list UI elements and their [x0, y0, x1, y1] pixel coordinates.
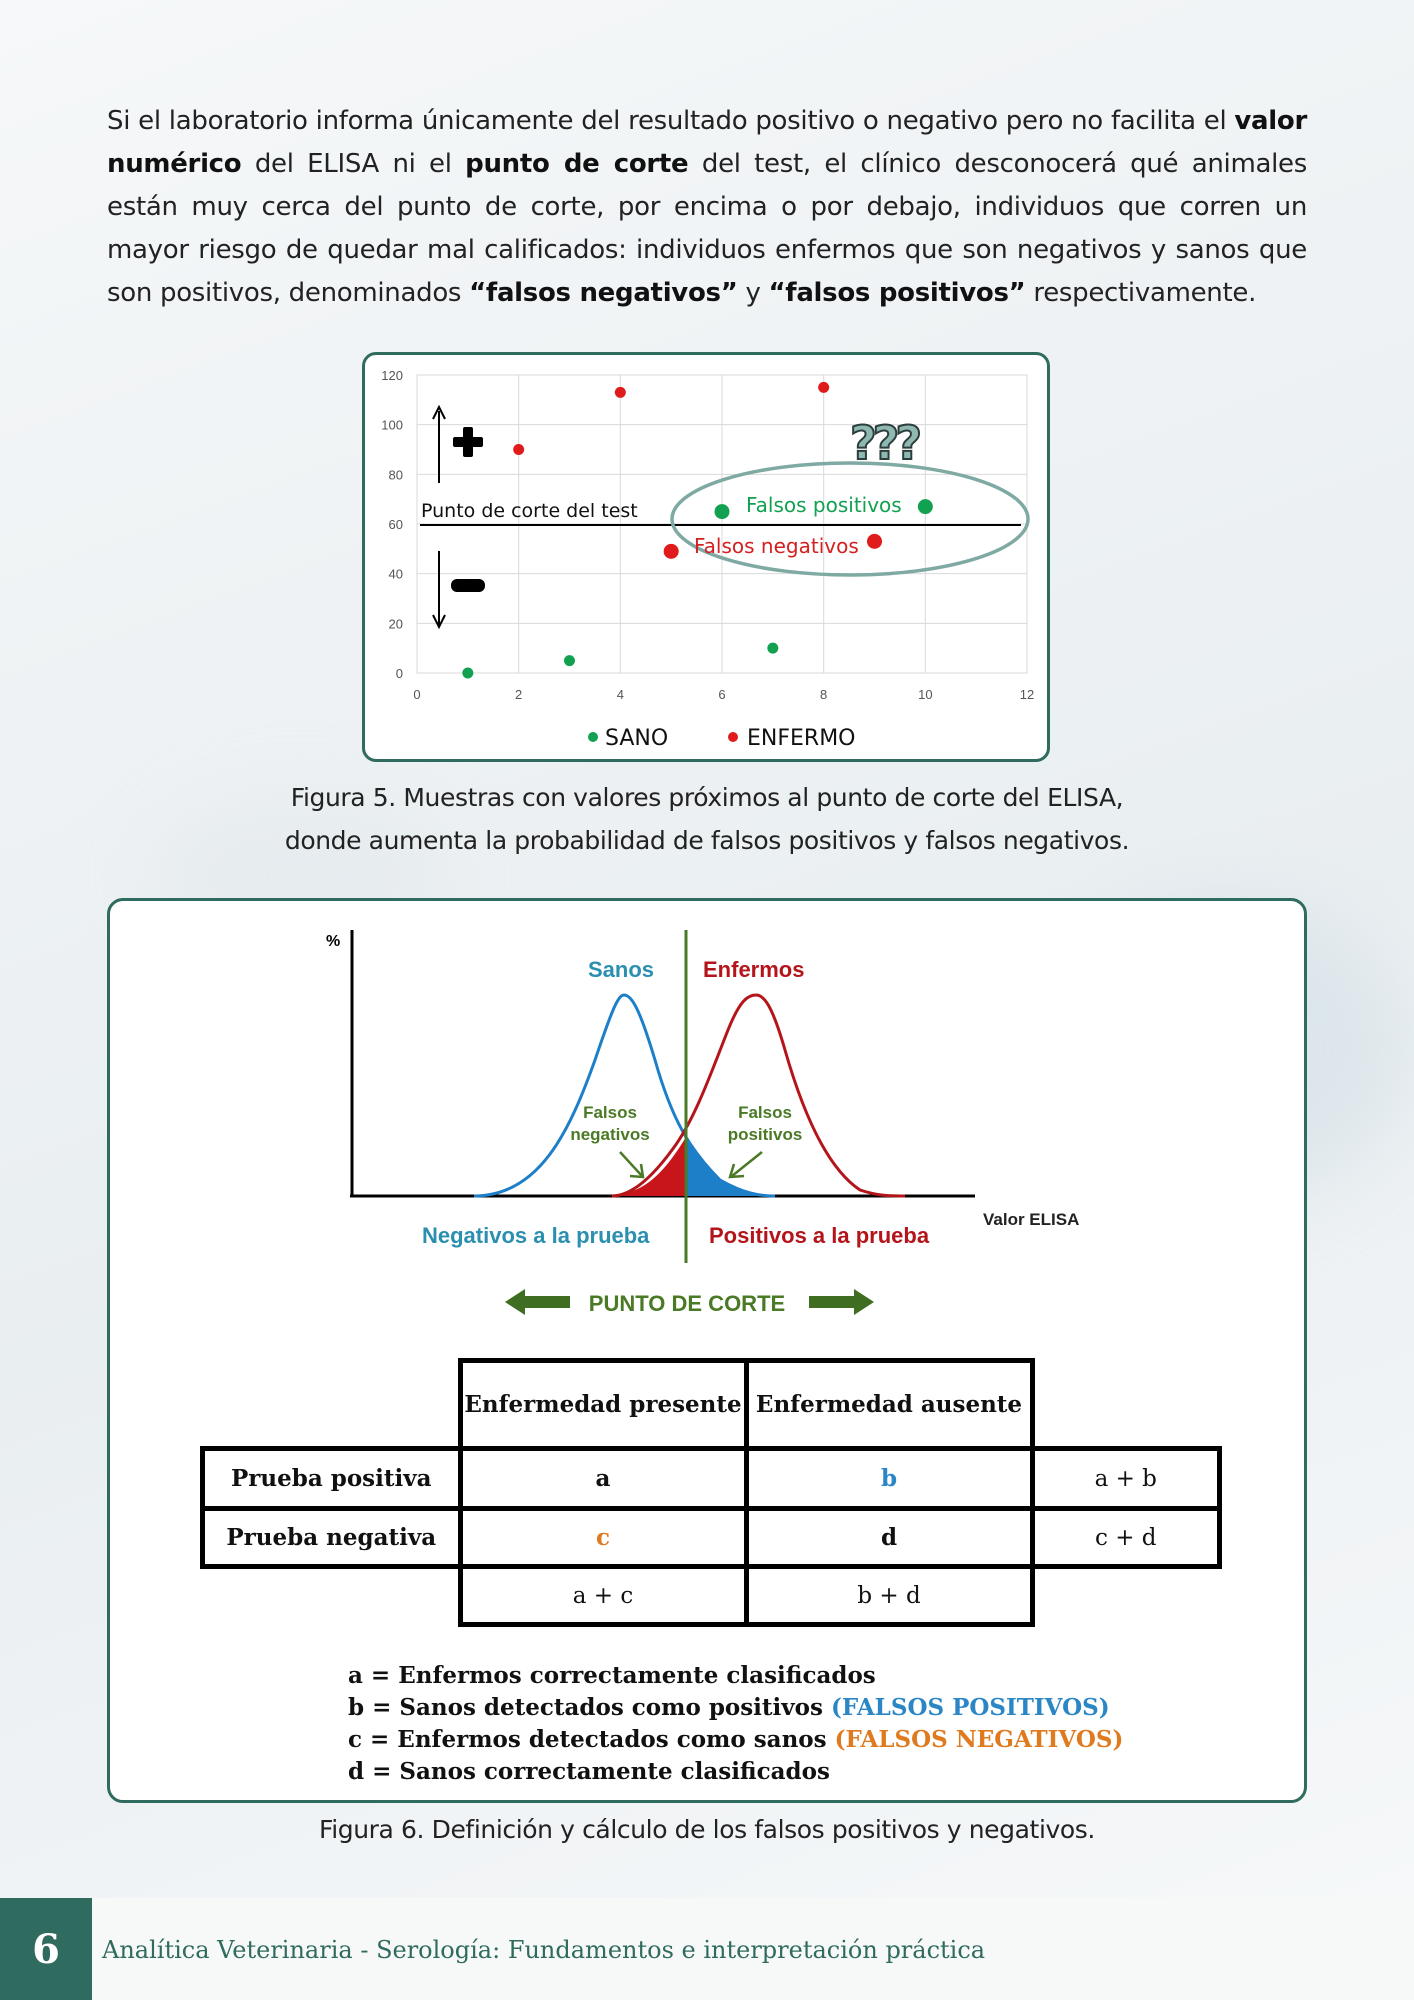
right-arrow-icon [809, 1289, 874, 1315]
x-tick-label: 0 [413, 687, 421, 702]
false-positives-label: positivos [727, 1125, 803, 1144]
figure6-caption: Figura 6. Definición y cálculo de los falsos positivos y negativos. [319, 1815, 1095, 1844]
table-cell-b: b [746, 1449, 1032, 1509]
intro-bold: “falsos positivos” [768, 278, 1026, 308]
figure5-caption-line: donde aumenta la probabilidad de falsos positivos y falsos negativos. [284, 826, 1130, 855]
table-cell-d: d [746, 1509, 1032, 1567]
table-cell-sum: a + c [460, 1567, 746, 1625]
definition-item: d = Sanos correctamente clasificados [348, 1758, 830, 1785]
table-empty-cell [1032, 1361, 1220, 1449]
intro-text: respectivamente. [1025, 278, 1257, 308]
false-negative-tag: (FALSOS NEGATIVOS) [834, 1726, 1124, 1753]
footer-title: Analítica Veterinaria - Serología: Fundamentos e interpretación práctica [102, 1936, 986, 1964]
intro-text: del test, el clínico desconocerá qué animales están muy cerca del punto de corte, por encima o por debajo, individuos que corren un mayor riesgo de quedar mal calificados: individuos enfermos que son negativos y sanos que son positivos, denominados [107, 149, 1307, 308]
positivos-label: Positivos a la prueba [709, 1223, 930, 1248]
table-cell-c: c [460, 1509, 746, 1567]
table-cell-sum: a + b [1032, 1449, 1220, 1509]
definition-item [348, 1724, 1123, 1756]
false-negative-label: Falsos negativos [694, 534, 859, 558]
definitions-list [348, 1660, 1123, 1788]
y-tick-label: 60 [388, 517, 403, 532]
table-header: Enfermedad presente [460, 1361, 746, 1449]
definition-text: c = Enfermos detectados como sanos [348, 1726, 835, 1753]
false-negatives-label: Falsos [583, 1103, 637, 1122]
legend-sano-label: SANO [605, 726, 669, 751]
false-positive-label: Falsos positivos [746, 493, 902, 517]
cutoff-point-label: PUNTO DE CORTE [588, 1291, 786, 1316]
x-tick-label: 12 [1019, 687, 1035, 702]
table-header: Enfermedad ausente [746, 1361, 1032, 1449]
y-tick-label: 0 [395, 666, 403, 681]
intro-bold: valor numérico [107, 106, 1307, 179]
intro-text: Si el laboratorio informa únicamente del resultado positivo o negativo pero no facilita el [107, 106, 1235, 136]
false-positive-tag: (FALSOS POSITIVOS) [830, 1694, 1110, 1721]
intro-text: y [737, 278, 769, 308]
negativos-label: Negativos a la prueba [422, 1223, 650, 1248]
y-axis-label: % [326, 933, 341, 950]
legend-enfermo-label: ENFERMO [747, 726, 856, 751]
false-negatives-label: negativos [570, 1125, 650, 1144]
table-cell-sum: b + d [746, 1567, 1032, 1625]
table-row-header: Prueba positiva [203, 1449, 461, 1509]
table-empty-cell [203, 1567, 461, 1625]
cutoff-label: Punto de corte del test [421, 500, 638, 522]
x-tick-label: 10 [918, 687, 933, 702]
false-positives-label: Falsos [738, 1103, 792, 1122]
intro-text: del ELISA ni el [241, 149, 466, 179]
page-number: 6 [0, 1898, 92, 2000]
x-tick-label: 8 [820, 687, 828, 702]
table-empty-cell [203, 1361, 461, 1449]
y-tick-label: 40 [388, 566, 403, 582]
table-cell-sum: c + d [1032, 1509, 1220, 1567]
y-tick-label: 80 [388, 467, 403, 483]
x-tick-label: 6 [718, 687, 726, 702]
definition-item [348, 1692, 1123, 1724]
enfermos-label: Enfermos [703, 957, 805, 982]
table-cell-a: a [460, 1449, 746, 1509]
question-marks-icon: ??? [850, 416, 919, 470]
table-empty-cell [1032, 1567, 1220, 1625]
definition-text: b = Sanos detectados como positivos [348, 1694, 831, 1721]
figure5-caption-line: Figura 5. Muestras con valores próximos al punto de corte del ELISA, [290, 783, 1124, 812]
false-positive-area [686, 1137, 768, 1196]
intro-bold: punto de corte [465, 149, 689, 179]
definition-item: a = Enfermos correctamente clasificados [348, 1662, 876, 1689]
enfermos-curve [612, 995, 905, 1196]
table-row-header: Prueba negativa [203, 1509, 461, 1567]
contingency-table [200, 1358, 1222, 1627]
x-tick-label: 4 [616, 687, 624, 702]
y-tick-label: 20 [388, 616, 403, 632]
x-axis-label: Valor ELISA [983, 1210, 1080, 1229]
intro-bold: “falsos negativos” [469, 278, 738, 308]
left-arrow-icon [505, 1289, 570, 1315]
y-tick-label: 120 [381, 368, 403, 383]
x-tick-label: 2 [515, 687, 523, 702]
y-tick-label: 100 [381, 417, 403, 433]
sanos-label: Sanos [588, 957, 655, 982]
